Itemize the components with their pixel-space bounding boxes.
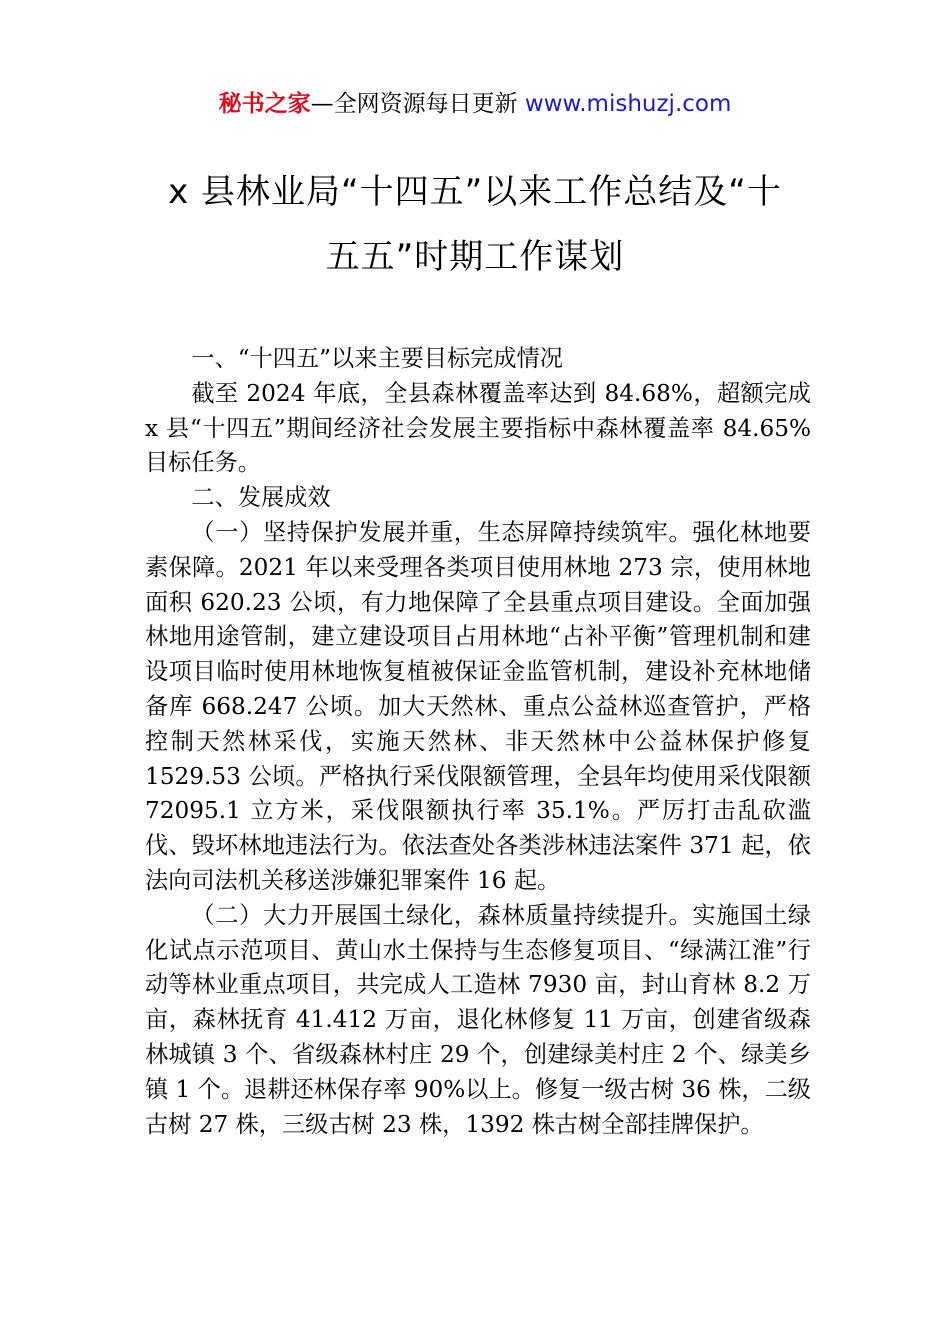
- title-line-1: x 县林业局“十四五”以来工作总结及“十: [168, 172, 782, 212]
- paragraph-forest-coverage: 截至 2024 年底，全县森林覆盖率达到 84.68%，超额完成 x 县“十四五”期间经济社会发展主要指标中森林覆盖率 84.65%目标任务。: [145, 379, 811, 477]
- site-url-link[interactable]: www.mishuzj.com: [524, 91, 732, 117]
- paragraph-protection: （一）坚持保护发展并重，生态屏障持续筑牢。强化林地要素保障。2021 年以来受理各类项目使用林地 273 宗，使用林地面积 620.23 公顷，有力地保障了全县重点项目建设。全面加强林地用途管制，建立建设项目占用林地“占补平衡”管理机制和建设项目临时使用林地恢复植被保证金监管机制，建设补充林地储备库 668.247 公顷。加大天然林、重点公益林巡查管护，严格控制天然林采伐，实施天然林、非天然林中公益林保护修复 1529.53 公顷。严格执行采伐限额管理，全县年均使用采伐限额 72095.1 立方米，采伐限额执行率 35.1%。严厉打击乱砍滥伐、毁坏林地违法行为。依法查处各类涉林违法案件 371 起，依法向司法机关移送涉嫌犯罪案件 16 起。: [145, 518, 811, 894]
- section-heading-achievements: 二、发展成效: [191, 484, 331, 512]
- document-title: [145, 160, 805, 290]
- document-body: [145, 342, 811, 1142]
- site-tagline: —全网资源每日更新: [310, 91, 518, 117]
- site-name: 秘书之家: [218, 91, 311, 117]
- title-line-2: 五五”时期工作谋划: [325, 237, 625, 277]
- section-heading-targets: 一、“十四五”以来主要目标完成情况: [191, 345, 563, 372]
- site-header: [0, 88, 950, 120]
- paragraph-greening: （二）大力开展国土绿化，森林质量持续提升。实施国土绿化试点示范项目、黄山水土保持与生态修复项目、“绿满江淮”行动等林业重点项目，共完成人工造林 7930 亩，封山育林 8.2 万亩，森林抚育 41.412 万亩，退化林修复 11 万亩，创建省级森林城镇 3 个、省级森林村庄 29 个，创建绿美村庄 2 个、绿美乡镇 1 个。退耕还林保存率 90%以上。修复一级古树 36 株，二级古树 27 株，三级古树 23 株，1392 株古树全部挂牌保护。: [145, 901, 811, 1138]
